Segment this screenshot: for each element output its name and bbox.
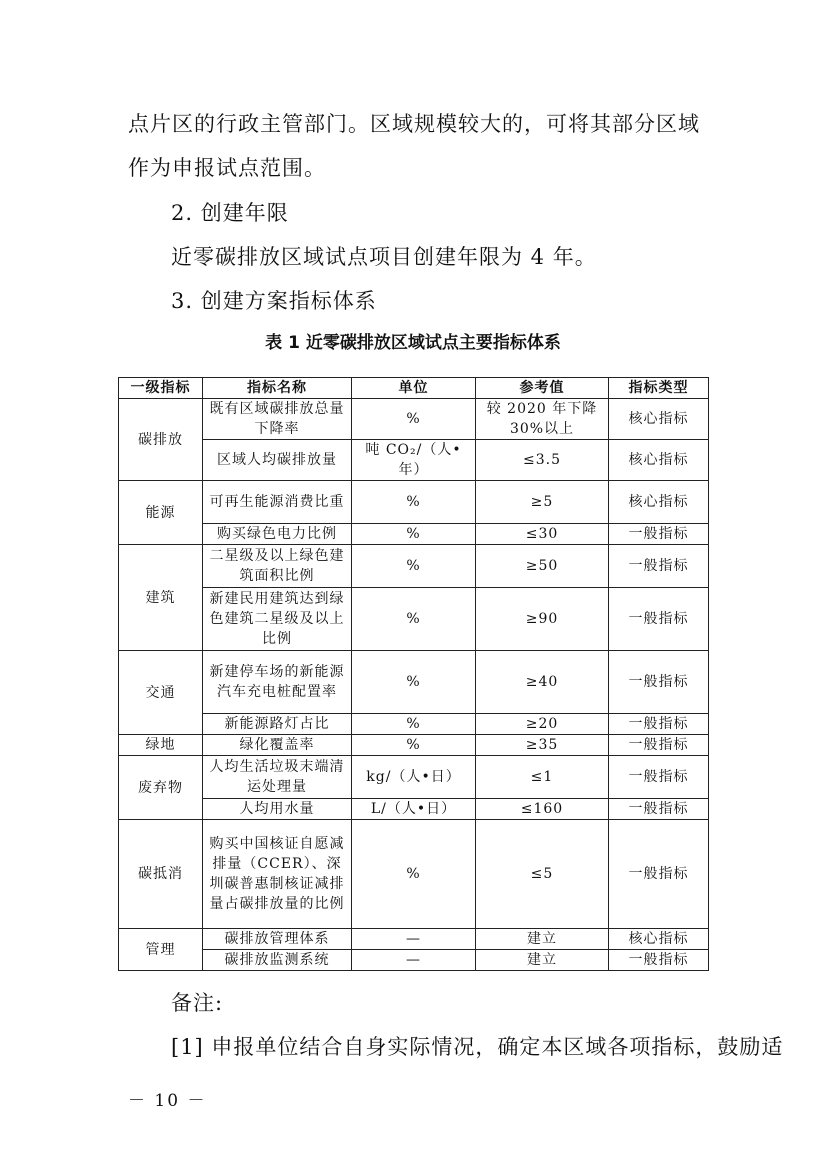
table-row xyxy=(119,399,709,440)
indicator-type: 一般指标 xyxy=(609,588,709,651)
indicator-reference: ≥35 xyxy=(476,735,609,756)
category-cell: 废弃物 xyxy=(119,756,203,820)
table-row xyxy=(119,735,709,756)
notes-label: 备注: xyxy=(171,991,224,1015)
table-row xyxy=(119,950,709,971)
indicator-type: 一般指标 xyxy=(609,820,709,929)
indicator-type: 一般指标 xyxy=(609,545,709,588)
note-1: [1] 申报单位结合自身实际情况，确定本区域各项指标，鼓励适 xyxy=(171,1035,784,1059)
indicator-unit: % xyxy=(352,399,476,440)
header-category: 一级指标 xyxy=(119,378,203,399)
indicator-unit: % xyxy=(352,651,476,714)
indicator-type: 一般指标 xyxy=(609,714,709,735)
table-row xyxy=(119,651,709,714)
indicator-type: 一般指标 xyxy=(609,524,709,545)
category-cell: 建筑 xyxy=(119,545,203,651)
indicator-reference: ≤160 xyxy=(476,799,609,820)
indicator-unit: % xyxy=(352,588,476,651)
indicator-name: 新建停车场的新能源汽车充电桩配置率 xyxy=(203,651,352,714)
category-cell: 交通 xyxy=(119,651,203,735)
category-cell: 管理 xyxy=(119,929,203,971)
indicator-unit: % xyxy=(352,481,476,524)
indicator-name: 新能源路灯占比 xyxy=(203,714,352,735)
indicator-table xyxy=(118,377,709,971)
indicator-reference: ≤3.5 xyxy=(476,440,609,481)
category-cell: 碳排放 xyxy=(119,399,203,481)
table-row xyxy=(119,524,709,545)
indicator-unit: % xyxy=(352,714,476,735)
indicator-unit: — xyxy=(352,950,476,971)
indicator-unit: % xyxy=(352,545,476,588)
table-caption: 表 1 近零碳排放区域试点主要指标体系 xyxy=(265,333,561,353)
indicator-reference: ≥50 xyxy=(476,545,609,588)
table-row xyxy=(119,820,709,929)
indicator-reference: 建立 xyxy=(476,950,609,971)
body-line-2: 作为申报试点范围。 xyxy=(128,156,326,180)
table-row xyxy=(119,929,709,950)
indicator-type: 核心指标 xyxy=(609,440,709,481)
table-row xyxy=(119,756,709,799)
header-type: 指标类型 xyxy=(609,378,709,399)
section-heading-years: 2. 创建年限 xyxy=(171,201,289,225)
indicator-name: 购买中国核证自愿减排量（CCER）、深圳碳普惠制核证减排量占碳排放量的比例 xyxy=(203,820,352,929)
indicator-name: 绿化覆盖率 xyxy=(203,735,352,756)
indicator-unit: % xyxy=(352,820,476,929)
header-reference: 参考值 xyxy=(476,378,609,399)
category-cell: 能源 xyxy=(119,481,203,545)
indicator-name: 人均生活垃圾末端清运处理量 xyxy=(203,756,352,799)
category-cell: 绿地 xyxy=(119,735,203,756)
indicator-name: 碳排放监测系统 xyxy=(203,950,352,971)
indicator-reference: 建立 xyxy=(476,929,609,950)
indicator-name: 既有区域碳排放总量下降率 xyxy=(203,399,352,440)
indicator-name: 购买绿色电力比例 xyxy=(203,524,352,545)
indicator-name: 可再生能源消费比重 xyxy=(203,481,352,524)
indicator-reference: ≥20 xyxy=(476,714,609,735)
indicator-name: 人均用水量 xyxy=(203,799,352,820)
table-row xyxy=(119,714,709,735)
indicator-name: 区域人均碳排放量 xyxy=(203,440,352,481)
indicator-type: 核心指标 xyxy=(609,399,709,440)
table-row xyxy=(119,545,709,588)
indicator-unit: % xyxy=(352,524,476,545)
indicator-name: 新建民用建筑达到绿色建筑二星级及以上比例 xyxy=(203,588,352,651)
indicator-unit: 吨 CO₂/（人•年） xyxy=(352,440,476,481)
table-row xyxy=(119,588,709,651)
indicator-type: 一般指标 xyxy=(609,756,709,799)
indicator-reference: 较 2020 年下降 30%以上 xyxy=(476,399,609,440)
indicator-unit: L/（人•日） xyxy=(352,799,476,820)
table-row xyxy=(119,481,709,524)
indicator-unit: kg/（人•日） xyxy=(352,756,476,799)
header-unit: 单位 xyxy=(352,378,476,399)
indicator-unit: % xyxy=(352,735,476,756)
category-cell: 碳抵消 xyxy=(119,820,203,929)
table-header-row xyxy=(119,378,709,399)
header-name: 指标名称 xyxy=(203,378,352,399)
table-row xyxy=(119,440,709,481)
indicator-type: 一般指标 xyxy=(609,735,709,756)
indicator-type: 一般指标 xyxy=(609,950,709,971)
table-row xyxy=(119,799,709,820)
paragraph-years: 近零碳排放区域试点项目创建年限为 4 年。 xyxy=(171,245,597,269)
indicator-reference: ≥40 xyxy=(476,651,609,714)
indicator-type: 核心指标 xyxy=(609,929,709,950)
indicator-reference: ≥5 xyxy=(476,481,609,524)
indicator-type: 一般指标 xyxy=(609,799,709,820)
indicator-reference: ≤5 xyxy=(476,820,609,929)
body-line-1: 点片区的行政主管部门。区域规模较大的，可将其部分区域 xyxy=(128,112,700,136)
indicator-name: 碳排放管理体系 xyxy=(203,929,352,950)
indicator-reference: ≤1 xyxy=(476,756,609,799)
indicator-reference: ≥90 xyxy=(476,588,609,651)
indicator-type: 核心指标 xyxy=(609,481,709,524)
indicator-name: 二星级及以上绿色建筑面积比例 xyxy=(203,545,352,588)
indicator-unit: — xyxy=(352,929,476,950)
page-number: － 10 － xyxy=(128,1091,207,1111)
indicator-type: 一般指标 xyxy=(609,651,709,714)
section-heading-indicators: 3. 创建方案指标体系 xyxy=(171,289,377,313)
indicator-reference: ≤30 xyxy=(476,524,609,545)
